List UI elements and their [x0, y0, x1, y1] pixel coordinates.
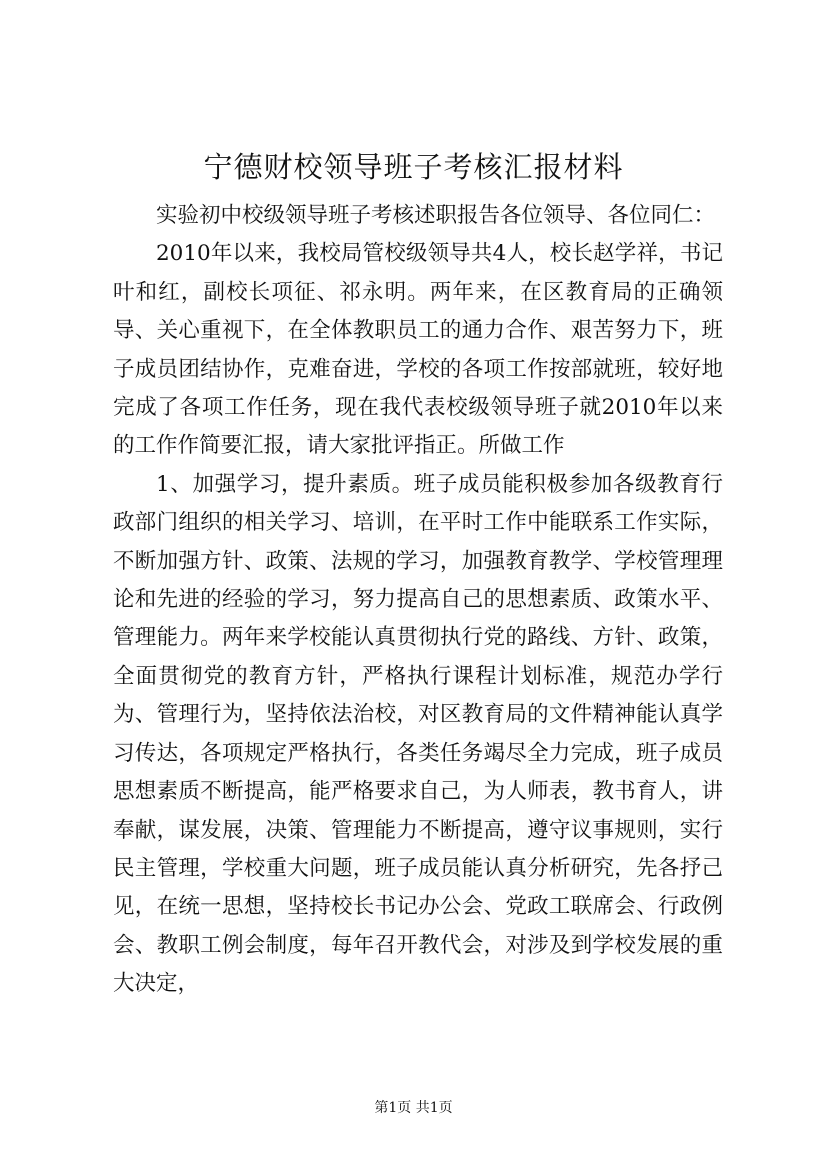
salutation-paragraph: 实验初中校级领导班子考核述职报告各位领导、各位同仁：: [156, 203, 716, 228]
page-footer: 第1页 共1页: [374, 1100, 453, 1116]
study-paragraph: 1、加强学习，提升素质。班子成员能积极参加各级教育行政部门组织的相关学习、培训，在平时工作中能联系工作实际，不断加强方针、政策、法规的学习，加强教育教学、学校管理理论和先进的经验的学习，努力提高自己的思想素质、政策水平、管理能力。两年来学校能认真贯彻执行党的路线、方针、政策，全面贯彻党的教育方针，严格执行课程计划标准，规范办学行为、管理行为，坚持依法治校，对区教育局的文件精神能认真学习传达，各项规定严格执行，各类任务竭尽全力完成，班子成员思想素质不断提高，能严格要求自己，为人师表，教书育人，讲奉献，谋发展，决策、管理能力不断提高，遵守议事规则，实行民主管理，学校重大问题，班子成员能认真分析研究，先各抒己见，在统一思想，坚持校长书记办公会、党政工联席会、行政例会、教职工例会制度，每年召开教代会，对涉及到学校发展的重大决定，: [113, 471, 723, 997]
intro-paragraph: 2010年以来，我校局管校级领导共4人，校长赵学祥，书记叶和红，副校长项征、祁永明。两年来，在区教育局的正确领导、关心重视下，在全体教职员工的通力合作、艰苦努力下，班子成员团结协作，克难奋进，学校的各项工作按部就班，较好地完成了各项工作任务，现在我代表校级领导班子就2010年以来的工作作简要汇报，请大家批评指正。所做工作: [113, 241, 723, 459]
document-body: [113, 197, 723, 1004]
document-title: 宁德财校领导班子考核汇报材料: [203, 150, 624, 184]
